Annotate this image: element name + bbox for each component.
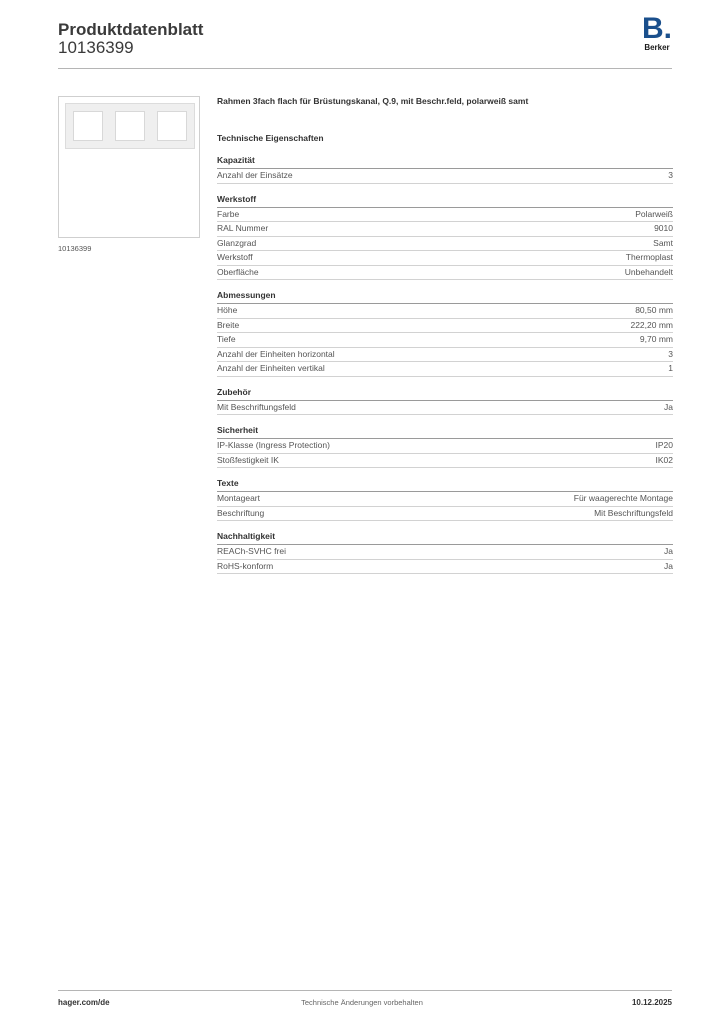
spec-row xyxy=(217,492,673,507)
spec-group-title: Zubehör xyxy=(217,387,673,401)
spec-row xyxy=(217,362,673,377)
spec-content xyxy=(217,96,673,574)
spec-group-title: Texte xyxy=(217,478,673,492)
spec-group xyxy=(217,290,673,377)
spec-label: Werkstoff xyxy=(217,252,253,262)
spec-value: Für waagerechte Montage xyxy=(573,493,673,503)
spec-label: Breite xyxy=(217,319,240,330)
spec-label: REACh-SVHC frei xyxy=(217,546,286,556)
spec-value: 80,50 mm xyxy=(635,305,673,315)
spec-group-title: Sicherheit xyxy=(217,425,673,439)
spec-group xyxy=(217,387,673,416)
spec-value: Unbehandelt xyxy=(624,266,673,277)
logo-name: Berker xyxy=(644,43,670,52)
header-divider xyxy=(58,68,672,69)
spec-row xyxy=(217,222,673,237)
spec-row xyxy=(217,319,673,334)
spec-label: Farbe xyxy=(217,208,240,219)
spec-row xyxy=(217,439,673,454)
spec-group-title: Werkstoff xyxy=(217,194,673,208)
spec-value: IK02 xyxy=(655,454,673,465)
spec-group-title: Abmessungen xyxy=(217,290,673,304)
image-caption: 10136399 xyxy=(58,244,92,253)
spec-group xyxy=(217,194,673,281)
spec-label: Beschriftung xyxy=(217,507,265,518)
spec-row xyxy=(217,333,673,348)
frame-opening-2 xyxy=(115,111,145,141)
spec-value: Ja xyxy=(664,560,673,571)
spec-label: Höhe xyxy=(217,305,238,315)
page-title: Produktdatenblatt xyxy=(58,20,204,39)
logo-letter: B. xyxy=(642,12,672,45)
spec-row xyxy=(217,304,673,319)
spec-row xyxy=(217,251,673,266)
spec-row xyxy=(217,348,673,363)
spec-value: 3 xyxy=(668,348,673,359)
spec-label: Mit Beschriftungsfeld xyxy=(217,401,296,412)
spec-row xyxy=(217,545,673,560)
spec-label: Anzahl der Einheiten horizontal xyxy=(217,348,335,359)
spec-group-title: Kapazität xyxy=(217,155,673,169)
product-image xyxy=(58,96,200,238)
spec-group xyxy=(217,155,673,184)
spec-value: Samt xyxy=(653,237,673,248)
spec-row xyxy=(217,560,673,575)
spec-row xyxy=(217,266,673,281)
footer-notice: Technische Änderungen vorbehalten xyxy=(301,998,423,1007)
spec-value: Polarweiß xyxy=(635,208,673,219)
footer-website[interactable]: hager.com/de xyxy=(58,998,110,1007)
spec-group xyxy=(217,531,673,574)
spec-label: Montageart xyxy=(217,493,260,503)
spec-row xyxy=(217,169,673,184)
spec-group xyxy=(217,478,673,521)
frame-opening-1 xyxy=(73,111,103,141)
section-heading: Technische Eigenschaften xyxy=(217,133,324,143)
frame-illustration xyxy=(65,103,195,149)
spec-label: Stoßfestigkeit IK xyxy=(217,454,279,465)
spec-row xyxy=(217,454,673,469)
spec-groups xyxy=(217,155,673,574)
spec-label: Tiefe xyxy=(217,334,236,344)
spec-value: 1 xyxy=(668,363,673,373)
spec-value: IP20 xyxy=(655,440,673,450)
spec-label: IP-Klasse (Ingress Protection) xyxy=(217,440,330,450)
spec-value: Ja xyxy=(664,401,673,412)
spec-group xyxy=(217,425,673,468)
spec-group-title: Nachhaltigkeit xyxy=(217,531,673,545)
spec-label: Glanzgrad xyxy=(217,237,257,248)
product-name: Rahmen 3fach flach für Brüstungskanal, Q.9, mit Beschr.feld, polarweiß samt xyxy=(217,96,529,106)
frame-opening-3 xyxy=(157,111,187,141)
spec-value: 222,20 mm xyxy=(630,319,673,330)
spec-row xyxy=(217,208,673,223)
berker-logo xyxy=(640,12,674,52)
footer-divider xyxy=(58,990,672,991)
spec-row xyxy=(217,237,673,252)
spec-label: RoHS-konform xyxy=(217,560,274,571)
spec-label: Anzahl der Einsätze xyxy=(217,170,293,180)
spec-label: RAL Nummer xyxy=(217,223,269,233)
footer-date: 10.12.2025 xyxy=(631,998,672,1007)
spec-row xyxy=(217,507,673,522)
spec-value: Ja xyxy=(664,546,673,556)
spec-value: 9010 xyxy=(654,223,673,233)
spec-value: 3 xyxy=(668,170,673,180)
spec-row xyxy=(217,401,673,416)
spec-value: Mit Beschriftungsfeld xyxy=(594,507,673,518)
product-number: 10136399 xyxy=(58,38,134,57)
spec-value: 9,70 mm xyxy=(639,334,673,344)
spec-label: Oberfläche xyxy=(217,266,259,277)
spec-label: Anzahl der Einheiten vertikal xyxy=(217,363,325,373)
spec-value: Thermoplast xyxy=(625,252,673,262)
